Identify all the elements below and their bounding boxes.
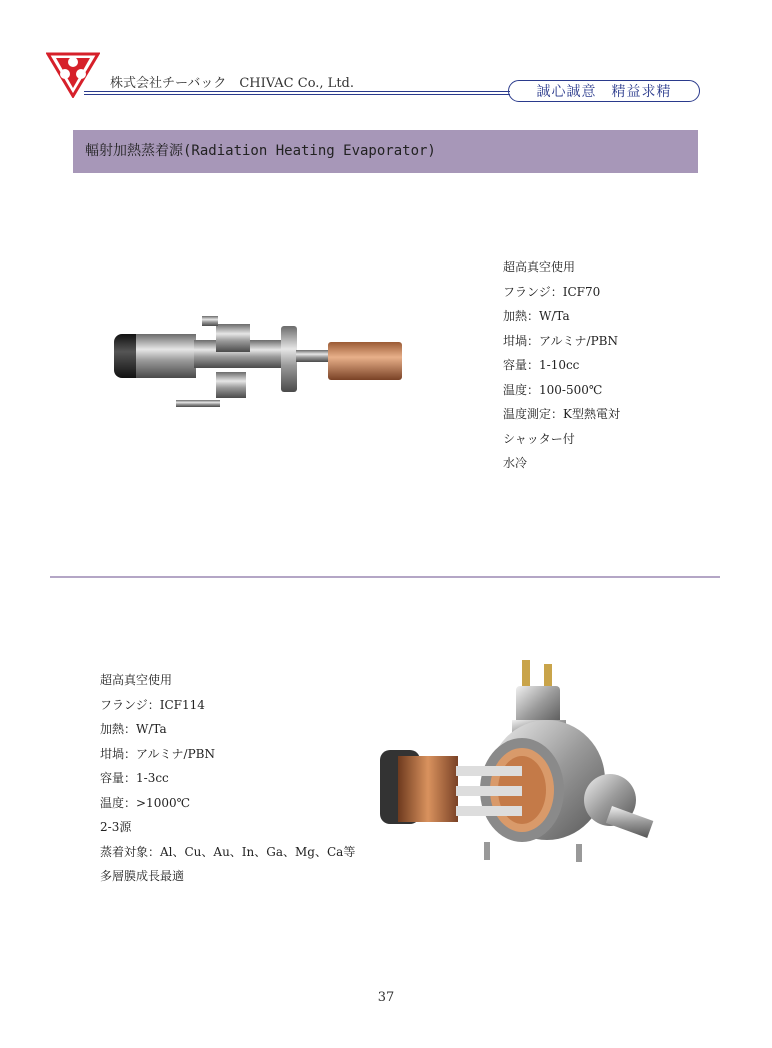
spec-item: 水冷 bbox=[503, 456, 528, 470]
motto-badge: 誠心誠意 精益求精 bbox=[508, 80, 700, 102]
product-image-evaporator-icf114 bbox=[372, 660, 682, 882]
spec-item: 坩堝：アルミナ/PBN bbox=[100, 746, 215, 761]
spec-item: 超高真空使用 bbox=[100, 673, 173, 687]
company-name: 株式会社チーバック CHIVAC Co., Ltd. bbox=[110, 76, 354, 91]
spec-item: 蒸着対象：Al、Cu、Au、In、Ga、Mg、Ca等 bbox=[100, 844, 356, 859]
spec-item: 加熱：W/Ta bbox=[100, 722, 167, 736]
page-number: 37 bbox=[377, 990, 395, 1005]
product2-spec-list bbox=[100, 668, 355, 889]
spec-item: フランジ：ICF114 bbox=[100, 697, 205, 712]
section-title: 輻射加熱蒸着源(Radiation Heating Evaporator) bbox=[73, 130, 698, 173]
spec-item: 超高真空使用 bbox=[503, 260, 576, 274]
header-rule bbox=[84, 91, 510, 92]
spec-item: 容量：1-10cc bbox=[503, 358, 580, 372]
header-rule bbox=[84, 94, 510, 95]
product-image-evaporator-icf70 bbox=[106, 306, 406, 418]
spec-item: 温度：100-500℃ bbox=[503, 382, 603, 397]
spec-item: 多層膜成長最適 bbox=[100, 869, 185, 883]
spec-item: 加熱：W/Ta bbox=[503, 309, 570, 323]
spec-item: 2-3源 bbox=[100, 820, 132, 834]
spec-item: 温度測定：K型熱電対 bbox=[503, 407, 620, 421]
product1-spec-list bbox=[503, 255, 620, 476]
section-divider bbox=[50, 576, 720, 578]
spec-item: 容量：1-3cc bbox=[100, 771, 169, 785]
spec-item: シャッター付 bbox=[503, 431, 575, 446]
spec-item: 坩堝：アルミナ/PBN bbox=[503, 333, 618, 348]
spec-item: フランジ：ICF70 bbox=[503, 284, 601, 299]
spec-item: 温度：>1000℃ bbox=[100, 795, 191, 810]
